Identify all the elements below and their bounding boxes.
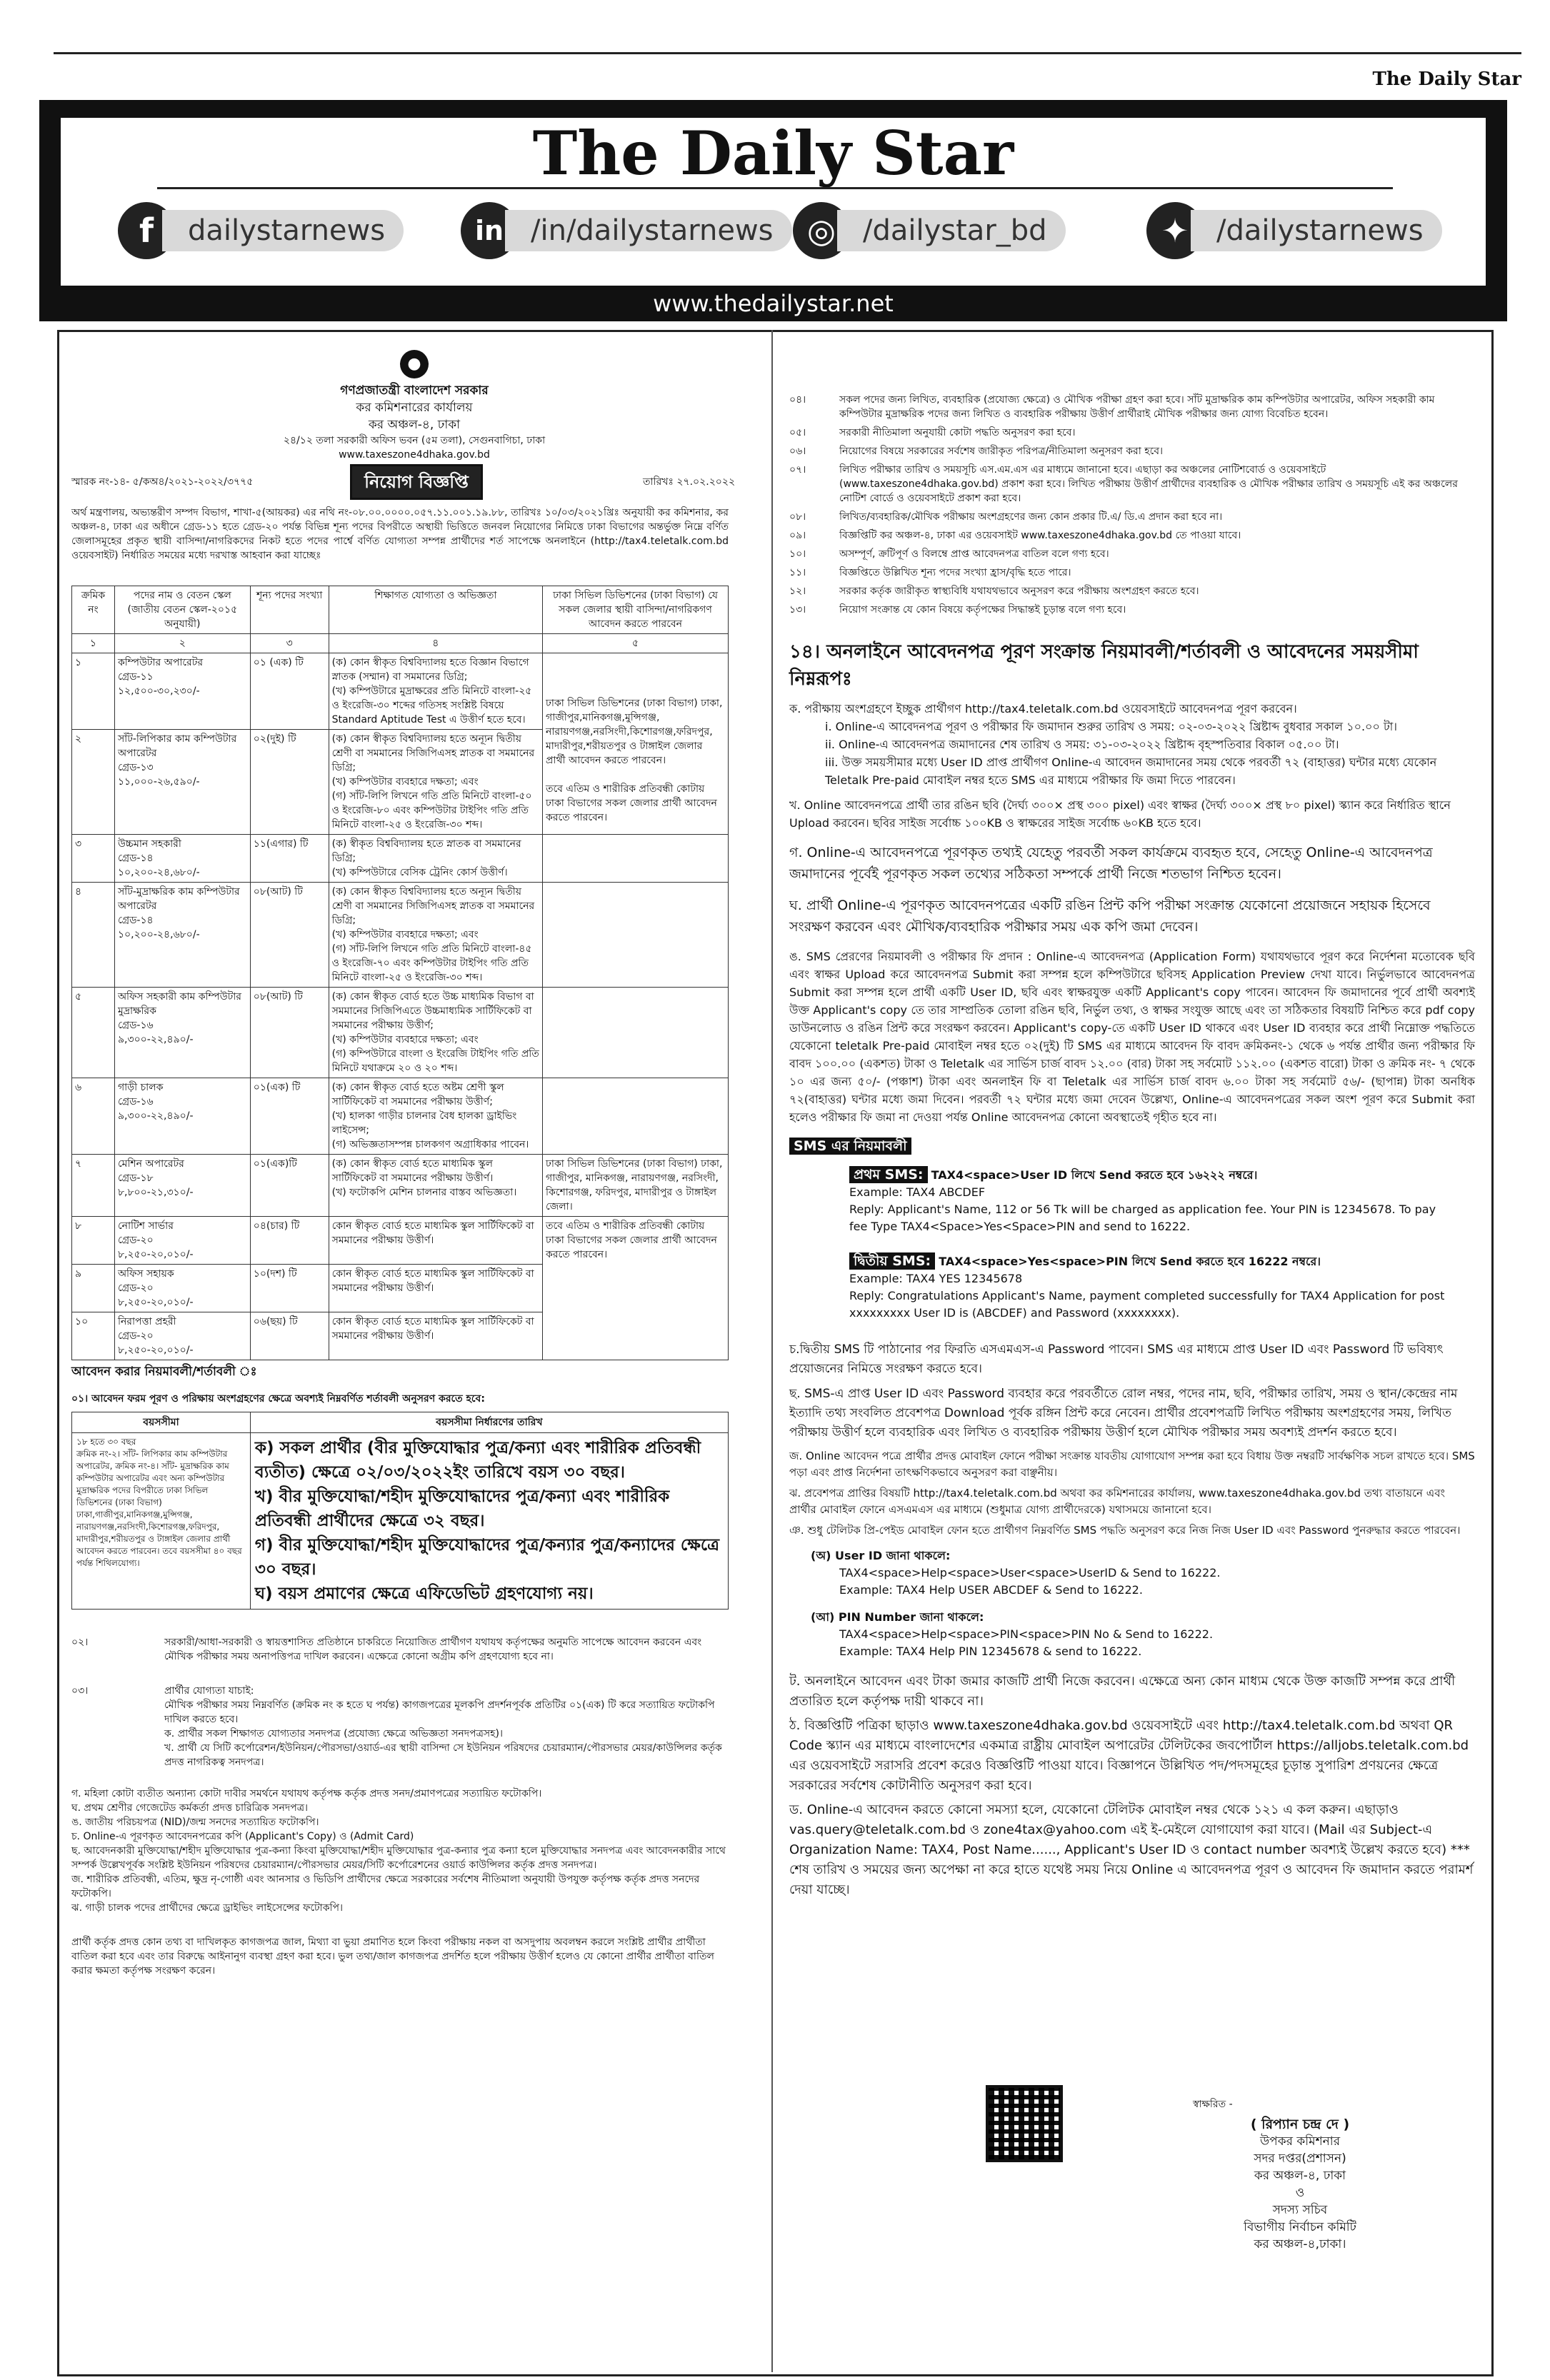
online-rule-chh: ছ. SMS-এ প্রাপ্ত User ID এবং Password ব্যবহার করে পরবর্তীতে রোল নম্বর, পদের নাম, ছবি, পরীক্ষার তারিখ, সময় ও স্থান/কেন্দ্রের নাম ইত্যাদি তথ্য সংবলিত প্রবেশপত্র Download পূর্বক রঙ্গিন প্রিন্ট করে নেবেন। প্রার্থীর প্রবেশপত্রটি লিখিত পরীক্ষায় অংশগ্রহণের সময়, লিখিত পরীক্ষায় উত্তীর্ণ হলে ব্যবহারিক এবং লিখিত ও ব্যবহারিক পরীক্ষায় উত্তীর্ণ হলে মৌখিক পরীক্ষার সময় অবশ্যই প্রদর্শন করতে হবে। [789,1387,1458,1440]
list-item [789,426,1475,440]
item-number: ০৬। [789,446,806,457]
item-number: ০৯। [789,530,806,541]
row-districts [543,835,729,883]
col-number: ৩ [250,634,329,653]
row-qual: (ক) কোন স্বীকৃত বোর্ড হতে উচ্চ মাধ্যমিক বিভাগ বা সমমানের সিজিপিএতে উচ্চমাধ্যমিক সার্টিফিকেট বা সমমানের পরীক্ষায় উত্তীর্ণ; (খ) কম্পিউটার ব্যবহারে দক্ষতা; এবং (গ) কম্পিউটারে বাংলা ও ইংরেজি টাইপিং গতি প্রতি মিনিটে যথাক্রমে ২০ ও ২০ শব্দ। [329,988,542,1078]
list-item [71,1635,729,1664]
age-rule: ঘ) বয়স প্রমাণের ক্ষেত্রে এফিডেভিট গ্রহণযোগ্য নয়। [254,1585,594,1603]
social-handle: /in/dailystarnews [505,210,792,251]
header-rule [54,52,1521,54]
row-post: সাঁট-লিপিকার কাম কম্পিউটার অপারেটর গ্রেড-১৩ ১১,০০০-২৬,৫৯০/- [114,730,250,835]
sms-1-reply: Reply: Applicant's Name, 112 or 56 Tk will be charged as application fee. Your PIN is 12345678. To pay fee Type TAX4<Space>Yes<Space>PIN and send to 16222. [849,1202,1436,1233]
online-rule-gh: ঘ. প্রার্থী Online-এ পূরণকৃত আবেদনপত্রের একটি রঙিন প্রিন্ট কপি পরীক্ষা সংক্রান্ত যেকোনো প্রয়োজনে সহায়ক হিসেবে সংরক্ষণ করবেন এবং মৌখিক/ব্যবহারিক পরীক্ষার সময় এক কপি জমা দেবেন। [789,898,1431,935]
list-item [789,510,1475,524]
social-handle: /dailystarnews [1191,210,1442,251]
sms-1-command: TAX4<space>User ID লিখে Send করতে হবে ১৬২২২ নম্বরে। [931,1168,1258,1182]
item-text: প্রার্থী কর্তৃক প্রদত্ত কোন তথ্য বা দাখিলকৃত কাগজপত্র জাল, মিথ্যা বা ভুয়া প্রমাণিত হলে কিংবা পরীক্ষায় নকল বা অসদুপায় অবলম্বন করলে সংশ্লিষ্ট প্রার্থীর প্রার্থীতা বাতিল করা হবে এবং তার বিরুদ্ধে আইনানুগ ব্যবস্থা গ্রহণ করা হবে। ভুল তথ্য/জাল কাগজপত্র প্রদর্শিত হলে পরীক্ষায় উত্তীর্ণ হলেও যে কোনো প্রার্থীর প্রার্থীতা বাতিল করার ক্ষমতা কর্তৃপক্ষ সংরক্ষণ করেন। [71,1937,714,1977]
row-post: অফিস সহকারী কাম কম্পিউটার মুদ্রাক্ষরিক গ্রেড-১৬ ৯,৩০০-২২,৪৯০/- [114,988,250,1078]
col-number: ৪ [329,634,542,653]
list-item [789,444,1475,458]
left-items [71,1621,729,1992]
row-count: ০৮(আট) টি [250,883,329,988]
list-item [789,463,1475,506]
age-col-header: বয়সসীমা [72,1412,251,1433]
row-sl: ১ [72,653,115,730]
column-divider [771,330,773,2372]
item-text: বিজ্ঞপ্তিতে উল্লিখিত শূন্য পদের সংখ্যা হ্রাস/বৃদ্ধি হতে পারে। [839,567,1071,578]
item-text: সরকারী/আধা-সরকারী ও স্বায়ত্তশাসিত প্রতিষ্ঠানে চাকরিতে নিয়োজিত প্রার্থীগণ যথাযথ কর্তৃপক্ষের অনুমতি সাপেক্ষে আবেদন করবেন এবং মৌখিক পরীক্ষার সময় অনাপত্তিপত্র দাখিল করবেন। এক্ষেত্রে কোনো অগ্রীম কপি গ্রহণযোগ্য হবে না। [164,1637,702,1662]
row-count: ০১(এক)টি [250,1155,329,1217]
item-text: অসম্পূর্ণ, ক্রটিপূর্ণ ও বিলম্বে প্রাপ্ত আবেদনপত্র বাতিল বলে গণ্য হবে। [839,548,1109,560]
govt-line-2: কর কমিশনারের কার্যালয় [356,401,473,415]
online-rule-ng: ঙ. SMS প্রেরণের নিয়মাবলী ও পরীক্ষার ফি প্রদান : Online-এ আবেদনপত্র (Application Form) যথাযথভাবে পূরণ করে নির্দেশনা মতোবেক ছবি এবং স্বাক্ষর Upload করে আবেদনপত্র Submit করা সম্পন্ন হলে কম্পিউটারে ছবিসহ Application Preview দেখা যাবে। নির্ভুলভাবে আবেদনপত্র Submit করা সম্পন্ন হলে প্রার্থী একটি User ID, ছবি এবং স্বাক্ষরযুক্ত একটি Applicant's copy পাবেন। আবেদন ফি জমাদানের পূর্বে প্রার্থী অবশ্যই উক্ত Applicant's copy তে তার সাম্প্রতিক তোলা রঙিন ছবি, নির্ভুল তথ্য, ও স্বাক্ষর সংযুক্ত আছে এবং তা সঠিকতার বিষয়টি নিশ্চিত করে pdf copy ডাউনলোড ও রঙিন প্রিন্ট করে সংরক্ষণ করবেন। Applicant's copy-তে একটি User ID থাকবে এবং User ID ব্যবহার করে প্রার্থী নিম্নোক্ত পদ্ধতিতে যেকোনো teletalk Pre-paid মোবাইল নম্বর হতে ০২(দুই) টি SMS এর মাধ্যমে আবেদন ফি বাবদ ক্রমিকনং-১ থেকে ৬ পর্যন্ত প্রার্থীর জন্য পরীক্ষার ফি বাবদ ১০০.০০ (একশত) টাকা ও Teletalk এর সার্ভিস চার্জ বাবদ ১২.০০ (বার) টাকা সহ সর্বমোট ১১২.০০ (একশত বারো) টাকা ও ক্রমিক নং- ৭ থেকে ১০ এর জন্য ৫০/- (পঞ্চাশ) টাকা এবং অনলাইন ফি বা Teletalk এর সার্ভিস চার্জ বাবদ ৬.০০ টাকা সহ সর্বমোট ৫৬/- (ছাপান্ন) টাকা অনধিক ৭২(বাহাত্তর) ঘন্টার মধ্যে জমা দিবেন। পরবর্তী ৭২ ঘন্টার মধ্যে জমা দেবেন উল্লেখ্য, Online-এ আবেদনপত্রের সকল অংশ পূরণ করে Submit করা হলেও পরীক্ষার ফি জমা না দেওয়া পর্যন্ত Online আবেদনপত্র কোনো অবস্থাতেই গৃহীত হবে না। [789,950,1475,1124]
linkedin-icon: in [461,202,518,259]
masthead-rule [157,187,1393,189]
qr-code-icon[interactable] [986,2085,1063,2162]
item-text: বিজ্ঞপ্তিটি কর অঞ্চল-৪, ঢাকা এর ওয়েবসাইট www.taxeszone4dhaka.gov.bd তে পাওয়া যাবে। [839,530,1241,541]
row-sl: ৬ [72,1078,115,1155]
item-number: ১১। [789,567,806,578]
row-qual: (ক) কোন স্বীকৃত বিশ্ববিদ্যালয় হতে অন্যূন দ্বিতীয় শ্রেণী বা সমমানের সিজিপিএসহ স্নাতক বা সমমানের ডিগ্রি; (খ) কম্পিউটার ব্যবহারে দক্ষতা; এবং (গ) সাঁট-লিপি লিখনে গতি প্রতি মিনিটে বাংলা-৫০ ও ইংরেজি-৮০ এবং কম্পিউটার টাইপিং গতি প্রতি মিনিটে বাংলা-২৫ ও ইংরেজি-৩০ শব্দ। [329,730,542,835]
row-post: মেশিন অপারেটর গ্রেড-১৮ ৮,৮০০-২১,৩১০/- [114,1155,250,1217]
apply-rules-head: আবেদন করার নিয়মাবলী/শর্তাবলী ঃ [71,1365,257,1379]
online-rule-j: জ. Online আবেদন পত্রে প্রার্থীর প্রদত্ত মোবাইল ফোনে পরীক্ষা সংক্রান্ত যাবতীয় যোগাযোগ সম্পন্ন করা হবে বিধায় উক্ত নম্বরটি সার্বক্ষণিক সচল রাখতে হবে। SMS পড়া এবং প্রাপ্ত নির্দেশনা তাৎক্ষণিকভাবে অনুসরণ করা বাঞ্ছনীয়। [789,1450,1475,1479]
row-districts [543,1078,729,1155]
item-number: ১০। [789,548,806,560]
condition-1-head: ০১। আবেদন ফরম পূরণ ও পরিক্ষায় অংশগ্রহণের ক্ষেত্রে অবশ্যই নিম্নবর্ণিত শর্তাবলী অনুসরণ করতে হবে: [71,1393,485,1405]
sms-2-label: দ্বিতীয় SMS: [849,1252,935,1270]
row-post: নিরাপত্তা প্রহরী গ্রেড-২০ ৮,২৫০-২০,০১০/- [114,1312,250,1360]
item-text: লিখিত/ব্যবহারিক/মৌখিক পরীক্ষায় অংশগ্রহণের জন্য কোন প্রকার টি.এ/ ডি.এ প্রদান করা হবে না। [839,511,1223,523]
govt-line-1: গণপ্রজাতন্ত্রী বাংলাদেশ সরকার [340,383,489,398]
item-number: ০৪। [789,394,806,406]
memo-number: স্মারক নং-১৪- ৫/কঅ৪/২০২১-২০২২/৩৭৭৫ [71,476,254,488]
table-row [72,1155,729,1217]
table-row [72,988,729,1078]
row-qual: (ক) স্বীকৃত বিশ্ববিদ্যালয় হতে স্নাতক বা সমমানের ডিগ্রি; (খ) কম্পিউটারে বেসিক ট্রেনিং কোর্স উত্তীর্ণ। [329,835,542,883]
item-number: ১২। [789,586,806,597]
list-item [789,547,1475,561]
item-text: সকল পদের জন্য লিখিত, ব্যবহারিক (প্রযোজ্য ক্ষেত্রে) ও মৌখিক পরীক্ষা গ্রহণ করা হবে। সাঁট মুদ্রাক্ষরিক কাম কম্পিউটার অপারেটর, অফিস সহকারী কাম কম্পিউটার মুদ্রাক্ষরিক পদের জন্য লিখিত ও ব্যবহারিক পরীক্ষায় উত্তীর্ণ প্রার্থীরাই মৌখিক পরীক্ষার জন্য যোগ্য বিবেচিত হবেন। [839,394,1435,420]
recover-pin-example: Example: TAX4 Help PIN 12345678 & send to 16222. [839,1645,1142,1658]
row-sl: ৪ [72,883,115,988]
signatory-title: ও [1295,2186,1305,2200]
social-facebook[interactable] [118,201,404,260]
col-header: পদের নাম ও বেতন স্কেল (জাতীয় বেতন স্কেল-২০১৫ অনুযায়ী) [114,586,250,634]
row-sl: ২ [72,730,115,835]
row-districts [543,988,729,1078]
col-header: শূন্য পদের সংখ্যা [250,586,329,634]
item-text: গ. মহিলা কোটা ব্যতীত অন্যান্য কোটা দাবীর সমর্থনে যথাযথ কর্তৃপক্ষ কর্তৃক প্রদত্ত সনদ/প্রমাণপত্রের সত্যায়িত ফটোকপি। ঘ. প্রথম শ্রেণীর গেজেটেড কর্মকর্তা প্রদত্ত চারিত্রিক সনদপত্র। ঙ. জাতীয় পরিচয়পত্র (NID)/জন্ম সনদের সত্যায়িত ফটোকপি। চ. Online-এ পূরণকৃত আবেদনপত্রের কপি (Applicant's Copy) ও (Admit Card) ছ. আবেদনকারী মুক্তিযোদ্ধা/শহীদ মুক্তিযোদ্ধার পুত্র-কন্যা কিংবা মুক্তিযোদ্ধা/শহীদ মুক্তিযোদ্ধার পুত্র-কন্যার পুত্র কন্যা হলে মুক্তিযোদ্ধার সনদপত্র এবং আবেদনকারীর সাথে সম্পর্ক উল্লেখপূর্বক সংশ্লিষ্ট ইউনিয়ন পরিষদের চেয়ারম্যান/পৌরসভার মেয়র/সিটি কর্পোরেশনের ওয়ার্ড কাউন্সিলর কর্তৃক প্রদত্ত সনদপত্র। জ. শারীরিক প্রতিবন্ধী, এতিম, ক্ষুদ্র নৃ-গোষ্ঠী এবং আনসার ও ভিডিপি প্রার্থীদের ক্ষেত্রে সরকারের সর্বশেষ নীতিমালা অনুযায়ী উপযুক্ত কর্তৃপক্ষ কর্তৃক প্রদত্ত সনদের ফটোকপি। ঝ. গাড়ী চালক পদের প্রার্থীদের ক্ষেত্রে ড্রাইভিং লাইসেন্সের ফটোকপি। [71,1788,726,1914]
signatory-title: সদস্য সচিব [1272,2203,1328,2217]
table-header-row [72,586,729,634]
social-handle: /dailystar_bd [837,210,1066,251]
online-rule-kh: খ. Online আবেদনপত্রে প্রার্থী তার রঙিন ছবি (দৈর্ঘ্য ৩০০× প্রস্থ ৩০০ pixel) এবং স্বাক্ষর (দৈর্ঘ্য ৩০০× প্রস্থ ৮০ pixel) স্ক্যান করে নির্ধারিত স্থানে Upload করবেন। ছবির সাইজ সর্বোচ্চ ১০০KB ও স্বাক্ষরের সাইজ সর্বোচ্চ ৬০KB হতে হবে। [789,798,1451,830]
table-row [72,835,729,883]
table-row [72,883,729,988]
row-count: ০১(এক) টি [250,1078,329,1155]
recover-user-example: Example: TAX4 Help USER ABCDEF & Send to 16222. [839,1583,1143,1597]
districts-a: ঢাকা সিভিল ডিভিশনের (ঢাকা বিভাগ) ঢাকা, গাজীপুর,মানিকগঞ্জ,মুন্সিগঞ্জ, নারায়ণগঞ্জ,নরসিংদী,কিশোরগঞ্জ,ফরিদপুর, মাদারীপুর,শরীয়তপুর ও টাঙ্গাইল জেলার প্রার্থী আবেদন করতে পারবেন। [546,698,723,766]
row-qual: কোন স্বীকৃত বোর্ড হতে মাধ্যমিক স্কুল সার্টিফিকেট বা সমমানের পরীক্ষায় উত্তীর্ণ। [329,1217,542,1265]
row-districts: ঢাকা সিভিল ডিভিশনের (ঢাকা বিভাগ) ঢাকা, গাজীপুর, মানিকগঞ্জ, নারায়ণগঞ্জ, নরসিংদী, কিশোরগঞ্জ, ফরিদপুর, মাদারীপুর ও টাঙ্গাইল জেলা। [543,1155,729,1217]
row-count: ০৮(আট) টি [250,988,329,1078]
col-header: ক্রমিক নং [72,586,115,634]
facebook-icon: f [118,202,175,259]
item-text: নিয়োগ সংক্রান্ত যে কোন বিষয়ে কর্তৃপক্ষের সিদ্ধান্তই চূড়ান্ত বলে গণ্য হবে। [839,604,1126,616]
signatory-title: কর অঞ্চল-৪, ঢাকা [1254,2169,1346,2183]
social-linkedin[interactable] [461,201,792,260]
row-post: কম্পিউটার অপারেটর গ্রেড-১১ ১২,৫০০-৩০,২৩০/- [114,653,250,730]
age-rule: গ) বীর মুক্তিযোদ্ধা/শহীদ মুক্তিযোদ্ধাদের পুত্র/কন্যার পুত্র/কন্যাদের ক্ষেত্রে ৩০ বছর। [254,1536,719,1579]
sms-2-command: TAX4<space>Yes<space>PIN লিখে Send করতে হবে 16222 নম্বরে। [939,1255,1321,1268]
online-rule-k-i: i. Online-এ আবেদনপত্র পূরণ ও পরীক্ষার ফি জমাদান শুরুর তারিখ ও সময়: ০২-০৩-২০২২ খ্রিষ্টাব্দ বুধবার সকাল ১০.০০ টা। [825,720,1398,733]
online-rule-g: গ. Online-এ আবেদনপত্রে পূরণকৃত তথ্যই যেহেতু পরবর্তী সকল কার্যক্রমে ব্যবহৃত হবে, সেহেতু Online-এ আবেদনপত্র জমাদানের পূর্বেই পূরণকৃত সকল তথ্যের সঠিকতা সম্পর্কে প্রার্থী নিজে শতভাগ নিশ্চিত হবেন। [789,845,1433,882]
item-number: ০২। [71,1637,89,1648]
sms-1-label: প্রথম SMS: [849,1166,928,1183]
item-text: লিখিত পরীক্ষার তারিখ ও সময়সূচি এস.এম.এস এর মাধ্যমে জানানো হবে। এছাড়া কর অঞ্চলের নোটিশবোর্ড ও ওয়েবসাইটে (www.taxeszone4dhaka.gov.bd) প্রকাশ করা হবে। লিখিত পরীক্ষায় উত্তীর্ণ প্রার্থীদের ব্যবহারিক ও মৌখিক পরীক্ষার তারিখ ও সময়সূচি এই কর অঞ্চলের নোটিশ বোর্ডে ও ওয়েবসাইটে প্রকাশ করা হবে। [839,464,1458,504]
age-left: ১৮ হতে ৩০ বছর ক্রমিক নং-২। সাঁট- লিপিকার কাম কম্পিউটার অপারেটর, ক্রমিক নং-৪। সাঁট- মুদ্রাক্ষরিক কাম কম্পিউটার অপারেটর এবং অন্য কম্পিউটার মুদ্রাক্ষরিক পদের বিপরীতে ঢাকা সিভিল ডিভিশনের (ঢাকা বিভাগ) ঢাকা,গাজীপুর,মানিকগঞ্জ,মুন্সিগঞ্জ, নারায়ণগঞ্জ,নরসিংদী,কিশোরগঞ্জ,ফরিদপুর, মাদারীপুর,শরীয়তপুর ও টাঙ্গাইল জেলার প্রার্থী আবেদন করতে পারবেন। তবে বয়সসীমা ৪০ বছর পর্যন্ত শিথিলযোগ্য। [72,1433,251,1610]
row-count: ১০(দশ) টি [250,1265,329,1312]
list-item [789,584,1475,598]
col-number: ৫ [543,634,729,653]
row-sl: ৩ [72,835,115,883]
row-qual: কোন স্বীকৃত বোর্ড হতে মাধ্যমিক স্কুল সার্টিফিকেট বা সমমানের পরীক্ষায় উত্তীর্ণ। [329,1265,542,1312]
item-text: সরকার কর্তৃক জারীকৃত স্বাস্থ্যবিধি যথাযথভাবে অনুসরণ করে পরীক্ষায় অংশগ্রহণ করতে হবে। [839,586,1199,597]
signature-block [1193,2096,1407,2253]
posts-table [71,586,729,1360]
item-text: সরকারী নীতিমালা অনুযায়ী কোটা পদ্ধতি অনুসরণ করা হবে। [839,427,1076,438]
table-row [72,1078,729,1155]
signature-label: স্বাক্ষরিত - [1193,2099,1233,2110]
row-count: ০৬(ছয়) টি [250,1312,329,1360]
online-rule-ch: চ.দ্বিতীয় SMS টি পাঠানোর পর ফিরতি এসএমএস-এ Password পাবেন। SMS এর মাধ্যমে প্রাপ্ত User ID এবং Password টি ভবিষ্যৎ প্রয়োজনের নিমিত্তে সংরক্ষণ করতে হবে। [789,1342,1444,1376]
website-link[interactable]: www.thedailystar.net [653,290,894,317]
age-rule: ক) সকল প্রার্থীর (বীর মুক্তিযোদ্ধার পুত্র/কন্যা এবং শারীরিক প্রতিবন্ধী ব্যতীত) ক্ষেত্রে ০২/০৩/২০২২ইং তারিখে বয়স ৩০ বছর। [254,1439,701,1482]
recovery-block [811,1547,1475,1660]
row-sl: ৮ [72,1217,115,1265]
item-text: প্রার্থীর যোগ্যতা যাচাই: মৌখিক পরীক্ষার সময় নিম্নবর্ণিত (ক্রমিক নং ক হতে ঘ পর্যন্ত) কাগজপত্রের মূলকপি প্রদর্শনপূর্বক প্রতিটির ০১(এক) টি করে সত্যায়িত ফটোকপি দাখিল করতে হবে। ক. প্রার্থীর সকল শিক্ষাগত যোগ্যতার সনদপত্র (প্রযোজ্য ক্ষেত্রে অভিজ্ঞতা সনদপত্রসহ)। খ. প্রার্থী যে সিটি কর্পোরেশন/ইউনিয়ন/পৌরসভা/ওয়ার্ড-এর স্থায়ী বাসিন্দা সে ইউনিয়ন পরিষদের চেয়ারম্যান/পৌরসভার মেয়র/কাউন্সিলর কর্তৃক প্রদত্ত নাগরিকত্ব সনদপত্র। [164,1685,722,1768]
row-districts: তবে এতিম ও শারীরিক প্রতিবন্ধী কোটায় ঢাকা বিভাগের সকল জেলার প্রার্থী আবেদন করতে পারবেন। [543,1217,729,1360]
recover-user-label: (অ) User ID জানা থাকলে: [811,1549,951,1562]
twitter-icon: ✦ [1146,202,1204,259]
notice-title: নিয়োগ বিজ্ঞপ্তি [350,464,483,500]
table-row [72,1217,729,1265]
row-count: ১১(এগার) টি [250,835,329,883]
signatory-title: সদর দপ্তর(প্রশাসন) [1254,2151,1346,2166]
govt-header [271,382,557,462]
row-sl: ১০ [72,1312,115,1360]
row-count: ০১ (এক) টি [250,653,329,730]
table-row [72,653,729,730]
online-rule-nya: ঞ. শুধু টেলিটক প্রি-পেইড মোবাইল ফোন হতে প্রার্থীগণ নিম্নবর্ণিত SMS পদ্ধতি অনুসরণ করে নিজ নিজ User ID এবং Password পুনরুদ্ধার করতে পারবেন। [789,1524,1461,1537]
instagram-icon: ◎ [793,202,850,259]
online-rule-th: ঠ. বিজ্ঞপ্তিটি পত্রিকা ছাড়াও www.taxeszone4dhaka.gov.bd ওয়েবসাইটে এবং http://tax4.teletalk.com.bd অথবা QR Code স্ক্যান এর মাধ্যমে বাংলাদেশের একমাত্র রাষ্ট্রীয় মোবাইল অপারেটর টেলিটকের জবপোর্টাল https://alljobs.teletalk.com.bd এর ওয়েবসাইটে সরাসরি প্রবেশ করেও বিজ্ঞপ্তিটি পাওয়া যাবে। বিজ্ঞাপনে উল্লিখিত পদ/পদসমূহের চূড়ান্ত সুপারিশ প্রণয়নের ক্ষেত্রে সরকারের সর্বশেষ কোটানীতি অনুসরণ করা হবে। [789,1718,1469,1793]
row-sl: ৭ [72,1155,115,1217]
online-section-head: ১৪। অনলাইনে আবেদনপত্র পূরণ সংক্রান্ত নিয়মাবলী/শর্তাবলী ও আবেদনের সময়সীমা নিম্নরূপঃ [789,641,1419,690]
table-colnum-row [72,634,729,653]
sms-2-example: Example: TAX4 YES 12345678 [849,1272,1023,1285]
list-item [789,528,1475,543]
online-rules-2 [789,1340,1475,1539]
signatory-title: বিভাগীয় নির্বাচন কমিটি [1244,2220,1356,2234]
item-number: ০৭। [789,464,806,476]
age-row [72,1433,729,1610]
online-rules [789,700,1475,1126]
row-post: উচ্চমান সহকারী গ্রেড-১৪ ১০,২০০-২৪,৬৮০/- [114,835,250,883]
row-sl: ৯ [72,1265,115,1312]
item-number: ০৮। [789,511,806,523]
row-qual: কোন স্বীকৃত বোর্ড হতে মাধ্যমিক স্কুল সার্টিফিকেট বা সমমানের পরীক্ষায় উত্তীর্ণ। [329,1312,542,1360]
social-twitter[interactable] [1146,201,1442,260]
age-table [71,1412,729,1610]
online-rules-3 [789,1672,1475,1900]
row-districts [543,883,729,988]
social-instagram[interactable] [793,201,1066,260]
online-rule-t: ট. অনলাইনে আবেদন এবং টাকা জমার কাজটি প্রার্থী নিজে করবেন। এক্ষেত্রে অন্য কোন মাধ্যম থেকে উক্ত কাজটি সম্পন্ন করে প্রার্থী প্রতারিত হলে কর্তৃপক্ষ দায়ী থাকবে না। [789,1674,1456,1709]
row-sl: ৫ [72,988,115,1078]
notice-intro: অর্থ মন্ত্রণালয়, অভ্যন্তরীণ সম্পদ বিভাগ, শাখা-৫(আয়কর) এর নথি নং-০৮.০০.০০০০.০৫৭.১১.০০১.১৯.৮৮, তারিখঃ ১০/০৩/২০২১খ্রিঃ অনুযায়ী কর কমিশনার, কর অঞ্চল-৪, ঢাকা এর অধীনে গ্রেড-১১ হতে গ্রেড-২০ পর্যন্ত বিভিন্ন শূন্য পদের বিপরীতে অস্থায়ী ভিত্তিতে জনবল নিয়োগের নিমিত্তে ঢাকা বিভাগের অন্তর্ভুক্ত নিম্নে বর্ণিত জেলাসমূহের প্রকৃত স্থায়ী বাসিন্দা/নাগরিকদের নিকট হতে পদের পার্শ্বে বর্ণিত যোগ্যতা সম্পন্ন প্রার্থীদের শর্ত সাপেক্ষে অনলাইনে (http://tax4.teletalk.com.bd ওয়েবসাইট) নির্ধারিত সময়ের মধ্যে দরখাস্ত আহবান করা যাচ্ছেঃ [71,507,729,561]
row-qual: (ক) কোন স্বীকৃত বোর্ড হতে মাধ্যমিক স্কুল সার্টিফিকেট বা সমমানের পরীক্ষায় উত্তীর্ণ। (খ) ফটোকপি মেশিন চালনার বাস্তব অভিজ্ঞতা। [329,1155,542,1217]
govt-web[interactable]: www.taxeszone4dhaka.gov.bd [339,449,490,461]
recover-pin-cmd: TAX4<space>Help<space>PIN<space>PIN No & Send to 16222. [839,1627,1214,1641]
item-number: ১৩। [789,604,806,616]
age-col-header: বয়সসীমা নির্ধারণের তারিখ [250,1412,728,1433]
signatory-name: ( রিপ্যান চন্দ্র দে ) [1250,2117,1350,2132]
col-header: শিক্ষাগত যোগ্যতা ও অভিজ্ঞতা [329,586,542,634]
row-qual: (ক) কোন স্বীকৃত বিশ্ববিদ্যালয় হতে অন্যূন দ্বিতীয় শ্রেণী বা সমমানের সিজিপিএসহ স্নাতক বা সমমানের ডিগ্রি; (খ) কম্পিউটার ব্যবহারে দক্ষতা; এবং (গ) সাঁট-লিপি লিখনে গতি প্রতি মিনিটে বাংলা-৪৫ ও ইংরেজি-৭০ এবং কম্পিউটার টাইপিং গতি প্রতি মিনিটে বাংলা-২৫ ও ইংরেজি-৩০ শব্দ। [329,883,542,988]
row-qual: (ক) কোন স্বীকৃত বোর্ড হতে অষ্টম শ্রেণী স্কুল সার্টিফিকেট বা সমমানের পরীক্ষায় উত্তীর্ণ; (খ) হালকা গাড়ীর চালনার বৈধ হালকা ড্রাইভিং লাইসেন্স; (গ) অভিজ্ঞতাসম্পন্ন চালকগণ অগ্রাধিকার পাবেন। [329,1078,542,1155]
list-item [789,603,1475,617]
item-number: ০৫। [789,427,806,438]
govt-seal-icon: ● [400,350,429,378]
posts-table-wrap [71,586,729,1992]
row-districts [543,653,729,835]
age-header-row [72,1412,729,1433]
row-count: ০৪(চার) টি [250,1217,329,1265]
row-post: সাঁট-মুদ্রাক্ষরিক কাম কম্পিউটার অপারেটর গ্রেড-১৪ ১০,২০০-২৪,৬৮০/- [114,883,250,988]
online-rule-k-iii: iii. উক্ত সময়সীমার মধ্যে User ID প্রাপ্ত প্রার্থীগণ Online-এ আবেদন জমাদানের সময় থেকে পরবর্তী ৭২ (বাহাত্তর) ঘন্টার মধ্যে যেকোন Teletalk Pre-paid মোবাইল নম্বর হতে SMS এর মাধ্যমে পরীক্ষার ফি জমা দিতে পারবেন। [825,755,1437,787]
item-text: নিয়োগের বিষয়ে সরকারের সর্বশেষ জারীকৃত পরিপত্র/নীতিমালা অনুসরণ করা হবে। [839,446,1164,457]
row-post: গাড়ী চালক গ্রেড-১৬ ৯,৩০০-২২,৪৯০/- [114,1078,250,1155]
govt-address: ২৪/১২ তলা সরকারী অফিস ভবন (৫ম তলা), সেগুনবাগিচা, ঢাকা [283,435,546,446]
signatory-title: কর অঞ্চল-৪,ঢাকা। [1254,2237,1346,2251]
header-brand: The Daily Star [1372,69,1521,90]
signatory-title: উপকর কমিশনার [1259,2134,1341,2149]
list-item [789,566,1475,580]
item-number: ০৩। [71,1685,89,1697]
recover-pin-label: (আ) PIN Number জানা থাকলে: [811,1610,984,1624]
sms-1-example: Example: TAX4 ABCDEF [849,1185,986,1199]
sms-rules-head: SMS এর নিয়মাবলী [789,1138,911,1155]
online-rule-jh: ঝ. প্রবেশপত্র প্রাপ্তির বিষয়টি http://tax4.teletalk.com.bd অথবা কর কমিশনারের কার্যালয়, www.taxeszone4dhaka.gov.bd তথ্য বাতায়নে এবং প্রার্থীর মোবাইল ফোনে এসএমএস এর মাধ্যমে (শুধুমাত্র যোগ্য প্রার্থীদেরকে) যথাসময়ে জানানো হবে। [789,1487,1445,1516]
online-rule-k-ii: ii. Online-এ আবেদনপত্র জমাদানের শেষ তারিখ ও সময়: ৩১-০৩-২০২২ খ্রিষ্টাব্দ বৃহস্পতিবার বিকাল ০৫.০০ টা। [825,738,1339,751]
right-items [789,393,1475,1900]
masthead-logo: The Daily Star [532,118,1014,189]
recover-user-cmd: TAX4<space>Help<space>User<space>UserID & Send to 16222. [839,1566,1221,1580]
row-count: ০২(দুই) টি [250,730,329,835]
sms-2-reply: Reply: Congratulations Applicant's Name, payment completed successfully for TAX4 Application for post xxxxxxxxx User ID is (ABCDEF) and Password (xxxxxxxx). [849,1289,1445,1320]
col-number: ২ [114,634,250,653]
row-post: নোটিশ সার্ভার গ্রেড-২০ ৮,২৫০-২০,০১০/- [114,1217,250,1265]
sms-2-block [839,1247,1459,1327]
age-right [250,1433,728,1610]
govt-line-3: কর অঞ্চল-৪, ঢাকা [368,418,461,432]
districts-b: তবে এতিম ও শারীরিক প্রতিবন্ধী কোটায় ঢাকা বিভাগের সকল জেলার প্রার্থী আবেদন করতে পারবেন। [546,783,717,823]
online-rule-d: ড. Online-এ আবেদন করতে কোনো সমস্যা হলে, যেকোনো টেলিটক মোবাইল নম্বর থেকে ১২১ এ কল করুন। এছাড়াও vas.query@teletalk.com.bd ও zone4tax@yahoo.com এই ই-মেইলে যোগাযোগ করা যাবে। (Mail এর Subject-এ Organization Name: TAX4, Post Name......, Applicant's User ID ও contact number অবশ্যই উল্লেখ করতে হবে) *** শেষ তারিখ ও সময়ের জন্য অপেক্ষা না করে হাতে যথেষ্ট সময় নিয়ে Online এ আবেদনপত্র পূরণ ও আবেদন ফি জমাদান করতে পরামর্শ দেয়া যাচ্ছে। [789,1802,1474,1897]
list-item [71,1684,729,1769]
row-qual: (ক) কোন স্বীকৃত বিশ্ববিদ্যালয় হতে বিজ্ঞান বিভাগে স্নাতক (সম্মান) বা সমমানের ডিগ্রি; (খ) কম্পিউটারে মুদ্রাক্ষরের প্রতি মিনিটে বাংলা-২৫ ও ইংরেজি-৩০ শব্দের গতিসহ সংশ্লিষ্ট বিষয়ে Standard Aptitude Test এ উত্তীর্ণ হতে হবে। [329,653,542,730]
online-rule-k: ক. পরীক্ষায় অংশগ্রহণে ইচ্ছুক প্রার্থীগণ http://tax4.teletalk.com.bd ওয়েবসাইটে আবেদনপত্র পূরণ করবেন। [789,702,1297,715]
social-handle: dailystarnews [162,210,404,251]
col-header: ঢাকা সিভিল ডিভিশনের (ঢাকা বিভাগ) যে সকল জেলার স্থায়ী বাসিন্দা/নাগরিকগণ আবেদন করতে পারবেন [543,586,729,634]
age-rule: খ) বীর মুক্তিযোদ্ধা/শহীদ মুক্তিযোদ্ধাদের পুত্র/কন্যা এবং শারীরিক প্রতিবন্ধী প্রার্থীদের ক্ষেত্রে ৩২ বছর। [254,1487,670,1530]
col-number: ১ [72,634,115,653]
sms-1-block [839,1160,1459,1241]
list-item [789,393,1475,421]
memo-date: তারিখঃ ২৭.০২.২০২২ [643,476,736,488]
row-post: অফিস সহায়ক গ্রেড-২০ ৮,২৫০-২০,০১০/- [114,1265,250,1312]
